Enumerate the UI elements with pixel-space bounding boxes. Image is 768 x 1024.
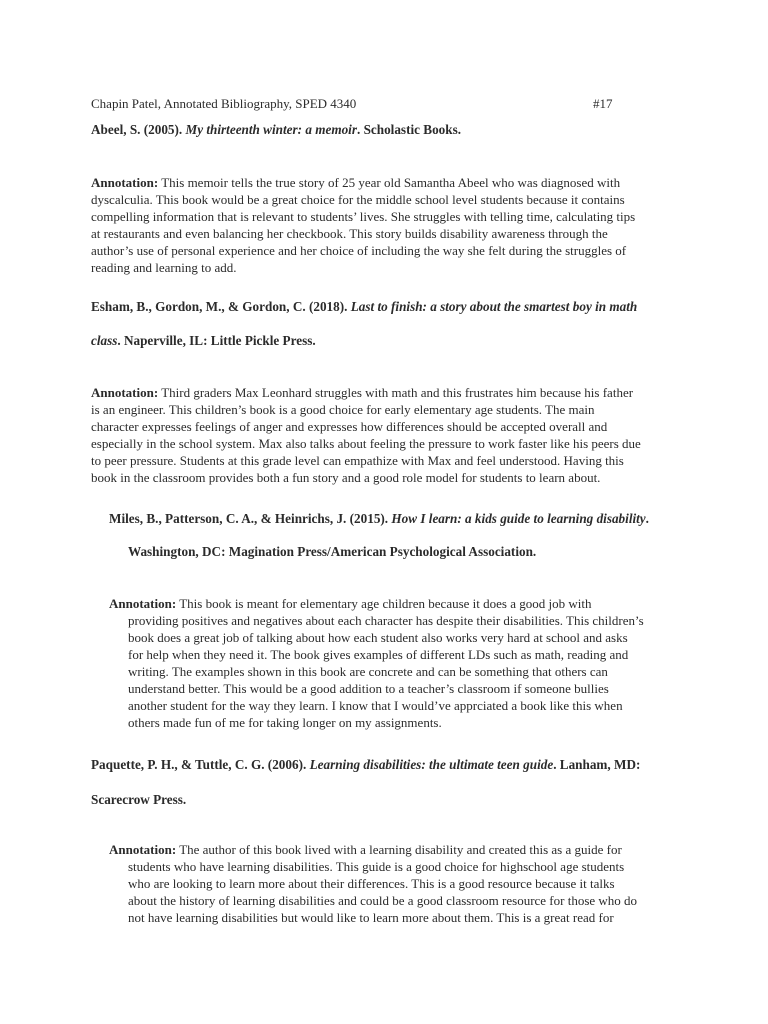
annotation-text-line: to peer pressure. Students at this grade level can empathize with Max and feel understood. Having this xyxy=(91,453,624,468)
citation-punct: . xyxy=(645,511,649,526)
annotation-text-line: about the history of learning disabilities and could be a good classroom resource for those who do xyxy=(128,893,638,908)
annotation-text-line: is an engineer. This children’s book is a good choice for early elementary age students. The main xyxy=(91,402,595,417)
citation-authors: Paquette, P. H., & Tuttle, C. G. (2006). xyxy=(91,757,310,772)
annotation-text-line: writing. The examples shown in this book are concrete and can be something that others can xyxy=(128,664,608,679)
annotation-text-line: another student for the way they learn. I know that I would’ve apprciated a book like this when xyxy=(128,698,623,713)
annotation-text-line: students who have learning disabilities. This guide is a good choice for highschool age students xyxy=(128,859,625,874)
citation-paquette xyxy=(91,756,640,773)
annotation-label: Annotation: xyxy=(91,385,159,400)
annotation-text-line: This memoir tells the true story of 25 year old Samantha Abeel who was diagnosed with xyxy=(158,175,621,190)
annotation-abeel xyxy=(91,174,691,276)
citation-miles-line2: Washington, DC: Magination Press/American Psychological Association. xyxy=(128,544,537,559)
annotation-label: Annotation: xyxy=(109,842,177,857)
citation-title: My thirteenth winter: a memoir xyxy=(185,122,357,137)
page-number: #17 xyxy=(593,96,613,111)
annotation-text-line: especially in the school system. Max also talks about feeling the pressure to work faster like his peers due xyxy=(91,436,641,451)
annotation-miles xyxy=(109,595,689,731)
annotation-text-line: character expresses feelings of anger and expresses how differences should be accepted overall and xyxy=(91,419,608,434)
annotation-text-line: dyscalculia. This book would be a great choice for the middle school level students because it contains xyxy=(91,192,625,207)
citation-authors: Abeel, S. (2005). xyxy=(91,122,186,137)
annotation-text-line: compelling information that is relevant to students’ lives. She struggles with telling time, calculating tips xyxy=(91,209,636,224)
citation-esham-line2 xyxy=(91,332,316,349)
annotation-text-line: who are looking to learn more about their differences. This is a good resource because it talks xyxy=(128,876,615,891)
citation-authors: Esham, B., Gordon, M., & Gordon, C. (2018). xyxy=(91,299,351,314)
annotation-text-line: The author of this book lived with a learning disability and created this as a guide for xyxy=(176,842,622,857)
annotation-text-line: reading and learning to add. xyxy=(91,260,237,275)
annotation-label: Annotation: xyxy=(109,596,177,611)
citation-title-cont: class xyxy=(91,333,118,348)
annotation-text-line: book does a great job of talking about how each student also works very hard at school and asks xyxy=(128,630,628,645)
annotation-text-line: understand better. This would be a good addition to a teacher’s classroom if someone bullies xyxy=(128,681,609,696)
annotation-text-line: Third graders Max Leonhard struggles with math and this frustrates him because his father xyxy=(158,385,634,400)
citation-paquette-line2: Scarecrow Press. xyxy=(91,792,187,807)
citation-title: Learning disabilities: the ultimate teen guide xyxy=(309,757,554,772)
citation-publisher: . Lanham, MD: xyxy=(553,757,641,772)
annotation-text-line: book in the classroom provides both a fun story and a good role model for students to learn about. xyxy=(91,470,601,485)
annotation-paquette xyxy=(109,841,689,926)
annotation-text-line: for help when they need it. The book gives examples of different LDs such as math, reading and xyxy=(128,647,629,662)
citation-miles xyxy=(109,510,649,527)
header-title: Chapin Patel, Annotated Bibliography, SPED 4340 xyxy=(91,96,357,111)
annotation-text-line: at restaurants and even balancing her checkbook. This story builds disability awareness through the xyxy=(91,226,608,241)
document-header xyxy=(91,95,356,112)
annotation-esham xyxy=(91,384,691,486)
annotation-text-line: others made fun of me for taking longer on my assignments. xyxy=(128,715,442,730)
citation-title: How I learn: a kids guide to learning disability xyxy=(391,511,646,526)
citation-publisher: . Scholastic Books. xyxy=(356,122,462,137)
annotation-text-line: not have learning disabilities but would like to learn more about them. This is a great read for xyxy=(128,910,614,925)
citation-publisher: . Naperville, IL: Little Pickle Press. xyxy=(117,333,316,348)
annotation-text-line: author’s use of personal experience and her choice of including the way she felt during the struggles of xyxy=(91,243,627,258)
citation-abeel xyxy=(91,121,461,138)
annotation-text-line: This book is meant for elementary age children because it does a good job with xyxy=(176,596,592,611)
citation-esham xyxy=(91,298,637,315)
annotation-label: Annotation: xyxy=(91,175,159,190)
citation-authors: Miles, B., Patterson, C. A., & Heinrichs, J. (2015). xyxy=(109,511,392,526)
annotation-text-line: providing positives and negatives about each character has despite their disabilities. This children’s xyxy=(128,613,644,628)
citation-title: Last to finish: a story about the smartest boy in math xyxy=(350,299,638,314)
